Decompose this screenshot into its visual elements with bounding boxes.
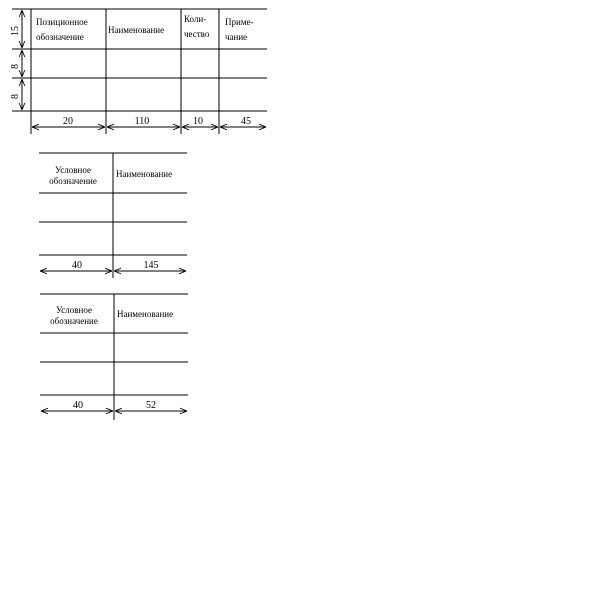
table-2-header-designation-line-2: обозначение [49,176,97,186]
table-3-header-designation-line-1: Условное [56,305,92,315]
table-1-header-position-line-1: Позиционное [36,17,88,27]
table-1-col-width-2: 110 [134,116,150,127]
table-3-col-width-1: 40 [73,400,83,411]
table-3-header-name: Наименование [117,309,174,319]
table-3-col-width-2: 52 [146,400,156,411]
table-2-header-designation-line-1: Условное [55,165,91,175]
table-1-row-height-header: 15 [10,26,21,36]
table-1-col-width-4: 45 [241,116,251,127]
table-2-col-width-2: 145 [143,260,159,271]
table-1-header-position-line-2: обозначение [36,32,84,42]
table-3-header-designation-line-2: обозначение [50,316,98,326]
table-1-header-name: Наименование [108,25,165,35]
table-1-col-width-1: 20 [63,116,73,127]
table-1-header-note-line-1: Приме- [225,17,254,27]
table-2-header-name: Наименование [116,169,173,179]
table-1-col-width-3: 10 [193,116,203,127]
table-1-row-height-row-2: 8 [10,94,21,99]
table-1-header-note-line-2: чание [225,32,248,42]
table-2-col-width-1: 40 [72,260,82,271]
table-1-header-quantity-line-1: Коли- [184,14,207,24]
table-1-header-quantity-line-2: чество [184,29,210,39]
table-1-row-height-row-1: 8 [10,64,21,69]
